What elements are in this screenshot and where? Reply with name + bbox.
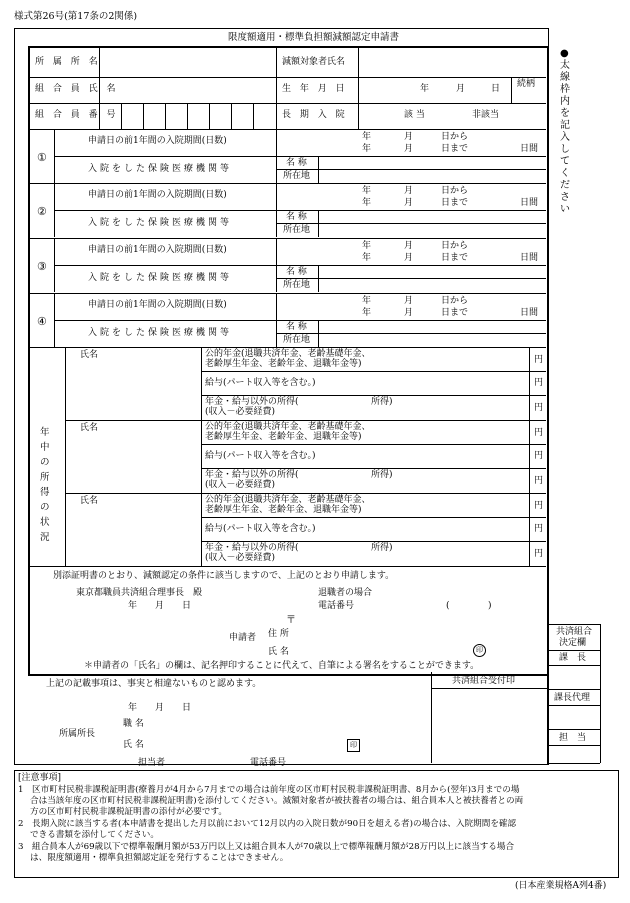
income-person-label: 氏名 (80, 423, 99, 433)
cert-phone-label: 電話番号 (250, 758, 287, 768)
notes-heading: [注意事項] (18, 773, 62, 783)
other-income-line-2: (収入－必要経費) (205, 553, 276, 563)
application-statement: 別添証明書のとおり、減額認定の条件に該当しますので、上記のとおり申請します。 (53, 571, 395, 581)
target-name-field[interactable] (359, 49, 544, 76)
period-from: 日から (441, 132, 469, 142)
hospital-label: 入院をした保険医療機関等 (88, 273, 233, 283)
hospital-name-label: 名 称 (286, 158, 307, 168)
hospital-label: 入院をした保険医療機関等 (88, 328, 233, 338)
period-to-month: 月 (404, 308, 414, 318)
target-label: 減額対象者氏名 (282, 57, 346, 67)
salary-amount-field[interactable] (400, 518, 528, 540)
hospital-name-label: 名 称 (286, 212, 307, 222)
period-from-year: 年 (362, 296, 372, 306)
decision-label-1: 共済組合 (556, 627, 593, 637)
salary-yen: 円 (534, 524, 544, 534)
birth-month: 月 (456, 84, 466, 94)
pension-yen: 円 (534, 355, 544, 365)
hospital-name-label: 名 称 (286, 267, 307, 277)
other-income-amount-field[interactable] (400, 396, 528, 418)
salary-label: 給与(パート収入等を含む。) (205, 524, 316, 534)
form-title: 限度額適用・標準負担額減額認定申請書 (228, 32, 400, 43)
hospital-address-label: 所在地 (283, 225, 311, 235)
hospital-address-label: 所在地 (283, 171, 311, 181)
hospital-name-label: 名 称 (286, 322, 307, 332)
member-no-label: 組 合 員 番 号 (35, 110, 119, 120)
pension-line-2: 老齢厚生年金、老齢年金、退職年金等) (205, 432, 362, 442)
pension-line-1: 公的年金(退職共済年金、老齢基礎年金、 (205, 349, 371, 359)
note-3-line-1: 3 組合員本人が69歳以下で標準報酬月額が53万円以上又は組合員本人が70歳以上で標準報酬月額が28万円以上に該当する場合 (18, 842, 515, 852)
pension-amount-field[interactable] (400, 349, 528, 369)
period-to-month: 月 (404, 253, 414, 263)
pension-line-2: 老齢厚生年金、老齢年金、退職年金等) (205, 359, 362, 369)
relation-label: 続柄 (517, 79, 536, 89)
retired-label: 退職者の場合 (318, 588, 373, 598)
pension-amount-field[interactable] (400, 495, 528, 515)
other-income-line-1: 年金・給与以外の所得( (205, 397, 299, 407)
applicant-name-label: 氏 名 (268, 647, 289, 657)
note-2-line-1: 2 長期入院に該当する者(本申請書を提出した月以前において12月以内の入院日数が90日を超える者)の場合は、入院期間を確認 (18, 819, 517, 829)
cert-statement: 上記の記載事項は、事実と相違ないものと認めます。 (46, 679, 262, 689)
period-to: 日まで (441, 144, 469, 154)
application-date: 年 月 日 (128, 601, 192, 611)
hospital-name-field[interactable] (319, 211, 545, 222)
long-stay-label: 長 期 入 院 (282, 110, 348, 120)
office-field[interactable] (100, 49, 275, 76)
applicant-address-field[interactable] (300, 626, 530, 640)
other-income-type-field[interactable] (316, 397, 369, 408)
period-from: 日から (441, 296, 469, 306)
salary-amount-field[interactable] (400, 372, 528, 394)
period-days: 日間 (520, 198, 539, 208)
birth-year: 年 (420, 84, 430, 94)
signature-note: ＊申請者の「氏名」の欄は、記名押印することに代えて、自筆による署名をすることができます。 (84, 661, 480, 671)
other-income-yen: 円 (534, 476, 544, 486)
other-income-amount-field[interactable] (400, 469, 528, 491)
phone-paren-close: ) (488, 601, 492, 611)
note-1-line-3: 方の区市町村民税非課税証明書の添付が必要です。 (30, 807, 227, 817)
member-no-field[interactable] (100, 104, 275, 128)
cert-head-label: 所属所長 (59, 729, 96, 739)
note-2-line-2: できる書類を添付してください。 (30, 830, 159, 840)
period-to-year: 年 (362, 144, 372, 154)
period-field[interactable] (277, 130, 545, 155)
hospital-label: 入院をした保険医療機関等 (88, 164, 233, 174)
cert-staff-label: 担当者 (138, 758, 166, 768)
pension-line-2: 老齢厚生年金、老齢年金、退職年金等) (205, 505, 362, 515)
pension-amount-field[interactable] (400, 422, 528, 442)
hospital-address-label: 所在地 (283, 280, 311, 290)
cert-date: 年 月 日 (128, 703, 192, 713)
cert-name-label: 氏 名 (123, 740, 144, 750)
hospital-block-number: ② (37, 205, 47, 218)
not-applicable-option[interactable]: 非該当 (472, 110, 500, 120)
other-income-type: 所得) (371, 470, 393, 480)
income-person-label: 氏名 (80, 496, 99, 506)
other-income-type: 所得) (371, 543, 393, 553)
period-days: 日間 (520, 308, 539, 318)
footer-standard: (日本産業規格A列4番) (515, 881, 607, 891)
pension-yen: 円 (534, 501, 544, 511)
period-label: 申請日の前1年間の入院期間(日数) (88, 136, 227, 146)
other-income-yen: 円 (534, 403, 544, 413)
period-days: 日間 (520, 144, 539, 154)
income-person-field[interactable] (66, 435, 200, 490)
applicant-name-field[interactable] (300, 644, 470, 658)
period-from: 日から (441, 241, 469, 251)
chief-stamp-box[interactable] (548, 666, 599, 688)
receipt-label: 共済組合受付印 (452, 676, 516, 686)
period-from-year: 年 (362, 186, 372, 196)
other-income-line-1: 年金・給与以外の所得( (205, 470, 299, 480)
period-to-year: 年 (362, 308, 372, 318)
note-3-line-2: は、限度額適用・標準負担額認定証を発行することはできません。 (30, 853, 289, 863)
period-days: 日間 (520, 253, 539, 263)
side-note: ●太線枠内を記入してください (560, 48, 570, 215)
pension-line-1: 公的年金(退職共済年金、老齢基礎年金、 (205, 495, 371, 505)
cert-name-field[interactable] (150, 737, 340, 751)
period-from-month: 月 (404, 296, 414, 306)
other-income-type: 所得) (371, 397, 393, 407)
hospital-address-field[interactable] (319, 170, 545, 182)
period-label: 申請日の前1年間の入院期間(日数) (88, 190, 227, 200)
salary-amount-field[interactable] (400, 445, 528, 467)
period-to: 日まで (441, 253, 469, 263)
income-person-field[interactable] (66, 508, 200, 563)
period-to-month: 月 (404, 198, 414, 208)
deputy-label: 課長代理 (554, 693, 591, 703)
period-field[interactable] (277, 239, 545, 264)
period-field[interactable] (277, 294, 545, 319)
member-name-label: 組 合 員 氏 名 (35, 84, 119, 94)
pension-line-1: 公的年金(退職共済年金、老齢基礎年金、 (205, 422, 371, 432)
other-income-type-field[interactable] (316, 470, 369, 481)
office-label: 所 属 所 名 (35, 57, 101, 67)
hospital-name-field[interactable] (319, 321, 545, 332)
hospital-name-field[interactable] (319, 266, 545, 277)
staff-label: 担 当 (559, 733, 587, 743)
period-label: 申請日の前1年間の入院期間(日数) (88, 300, 227, 310)
deputy-stamp-box[interactable] (548, 706, 599, 728)
phone-field[interactable] (452, 599, 486, 612)
form-number: 様式第26号(第17条の2関係) (14, 11, 138, 22)
applicant-label: 申請者 (229, 633, 257, 643)
other-income-line-2: (収入－必要経費) (205, 480, 276, 490)
note-1-line-1: 1 区市町村民税非課税証明書(療養月が4月から7月までの場合は前年度の区市町村民税非課税証明書、8月から(翌年)3月までの場 (18, 785, 520, 795)
period-to-year: 年 (362, 198, 372, 208)
other-income-yen: 円 (534, 549, 544, 559)
period-from-month: 月 (404, 186, 414, 196)
chief-label: 課 長 (559, 653, 587, 663)
receipt-stamp-box[interactable] (432, 689, 546, 762)
other-income-amount-field[interactable] (400, 542, 528, 564)
hospital-label: 入院をした保険医療機関等 (88, 218, 233, 228)
period-to: 日まで (441, 198, 469, 208)
hospital-address-field[interactable] (319, 279, 545, 291)
applicant-seal: 印 (473, 644, 486, 657)
applicable-option[interactable]: 該 当 (404, 110, 425, 120)
period-from-month: 月 (404, 132, 414, 142)
cert-position-label: 職 名 (123, 719, 144, 729)
income-person-field[interactable] (66, 362, 200, 417)
salary-label: 給与(パート収入等を含む。) (205, 451, 316, 461)
hospital-address-label: 所在地 (283, 335, 311, 345)
hospital-block-number: ④ (37, 315, 47, 328)
period-field[interactable] (277, 184, 545, 209)
period-from-year: 年 (362, 241, 372, 251)
hospital-address-field[interactable] (319, 224, 545, 236)
birth-label: 生 年 月 日 (282, 84, 348, 94)
decision-label-2: 決定欄 (559, 638, 587, 648)
period-from-month: 月 (404, 241, 414, 251)
member-name-field[interactable] (100, 78, 275, 102)
cert-seal: 印 (347, 739, 360, 752)
addressee: 東京都職員共済組合理事長 殿 (76, 588, 203, 598)
period-to-year: 年 (362, 253, 372, 263)
hospital-block-number: ① (37, 151, 47, 164)
phone-paren-open: ( (446, 601, 450, 611)
note-1-line-2: 合は当該年度の区市町村民税非課税証明書)を添付してください。減額対象者が被扶養者の場合は、組合員本人と被扶養者との両 (30, 796, 524, 806)
other-income-type-field[interactable] (316, 543, 369, 554)
salary-yen: 円 (534, 451, 544, 461)
period-from-year: 年 (362, 132, 372, 142)
period-to: 日まで (441, 308, 469, 318)
postal-mark: 〒 (286, 615, 296, 626)
applicant-address-label: 住 所 (268, 629, 289, 639)
other-income-line-1: 年金・給与以外の所得( (205, 543, 299, 553)
birth-day: 日 (491, 84, 501, 94)
period-to-month: 月 (404, 144, 414, 154)
hospital-block-number: ③ (37, 260, 47, 273)
period-label: 申請日の前1年間の入院期間(日数) (88, 245, 227, 255)
salary-label: 給与(パート収入等を含む。) (205, 378, 316, 388)
income-person-label: 氏名 (80, 350, 99, 360)
retired-phone-label: 電話番号 (318, 601, 355, 611)
pension-yen: 円 (534, 428, 544, 438)
salary-yen: 円 (534, 378, 544, 388)
hospital-address-field[interactable] (319, 334, 545, 346)
period-from: 日から (441, 186, 469, 196)
other-income-line-2: (収入－必要経費) (205, 407, 276, 417)
income-side-label: 年中の所得の状況 (40, 427, 50, 543)
hospital-name-field[interactable] (319, 157, 545, 168)
